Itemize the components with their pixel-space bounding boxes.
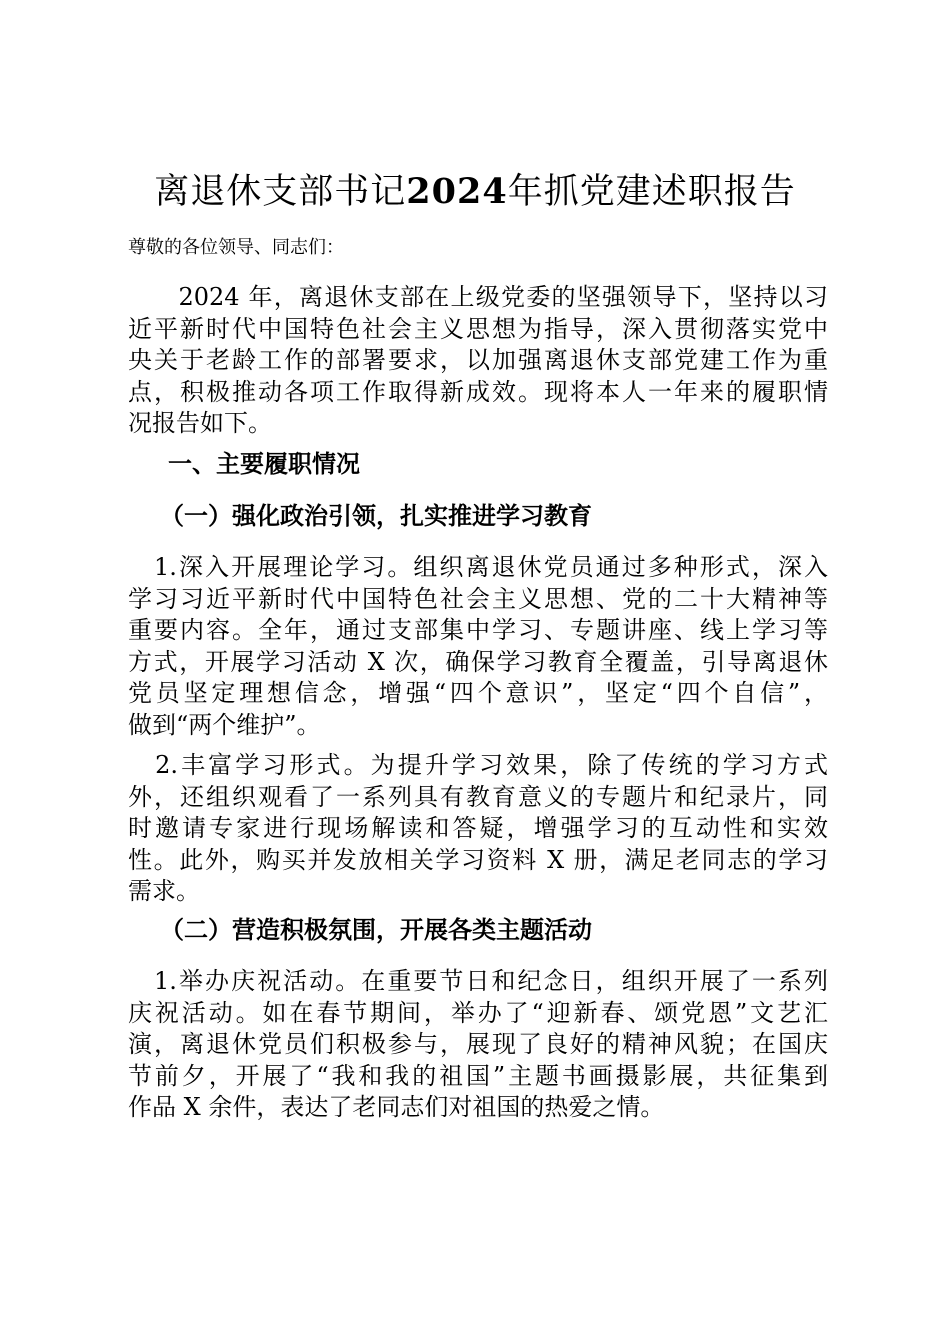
title-prefix: 离退休支部书记 (154, 172, 407, 212)
text-line: 庆祝活动。如在春节期间，举办了“迎新春、颂党恩”文艺汇 (128, 998, 828, 1027)
text-line: 演，离退休党员们积极参与，展现了良好的精神风貌；在国庆 (128, 1030, 828, 1058)
text-line: 2.丰富学习形式。为提升学习效果，除了传统的学习方式 (128, 751, 828, 779)
text-line: 需求。 (128, 877, 200, 905)
text-line: 重要内容。全年，通过支部集中学习、专题讲座、线上学习等 (128, 616, 828, 644)
text-line: 学习习近平新时代中国特色社会主义思想、党的二十大精神等 (128, 584, 828, 613)
text-line: 节前夕，开展了“我和我的祖国”主题书画摄影展，共征集到 (128, 1061, 828, 1090)
text-line: 1.举办庆祝活动。在重要节日和纪念日，组织开展了一系列 (128, 967, 828, 995)
text-line: 1.深入开展理论学习。组织离退休党员通过多种形式，深入 (128, 553, 828, 581)
text-line: 党员坚定理想信念，增强“四个意识”，坚定“四个自信”， (128, 679, 828, 707)
title-year: 2024 (406, 171, 508, 212)
text-line: 性。此外，购买并发放相关学习资料 X 册，满足老同志的学习 (128, 845, 828, 874)
text-line: 时邀请专家进行现场解读和答疑，增强学习的互动性和实效 (128, 814, 828, 842)
salutation: 尊敬的各位领导、同志们： (128, 237, 344, 258)
intro-paragraph (128, 282, 828, 440)
subsection-heading-2: （二）营造积极氛围，开展各类主题活动 (160, 916, 592, 944)
subsection-heading-1: （一）强化政治引领，扎实推进学习教育 (160, 502, 592, 530)
text-line: 2024 年，离退休支部在上级党委的坚强领导下，坚持以习 (128, 283, 828, 311)
text-line: 近平新时代中国特色社会主义思想为指导，深入贯彻落实党中 (128, 314, 828, 343)
text-line: 点，积极推动各项工作取得新成效。现将本人一年来的履职情 (128, 377, 828, 406)
paragraph-1 (128, 552, 828, 741)
paragraph-3 (128, 966, 828, 1124)
text-line: 做到“两个维护”。 (128, 710, 321, 739)
text-line: 外，还组织观看了一系列具有教育意义的专题片和纪录片，同 (128, 782, 828, 811)
paragraph-2 (128, 750, 828, 908)
title-suffix: 年抓党建述职报告 (507, 172, 796, 212)
document-title (0, 168, 950, 216)
text-line: 作品 X 余件，表达了老同志们对祖国的热爱之情。 (128, 1093, 665, 1121)
text-line: 况报告如下。 (128, 409, 272, 437)
text-line: 方式，开展学习活动 X 次，确保学习教育全覆盖，引导离退休 (128, 647, 828, 676)
text-line: 央关于老龄工作的部署要求，以加强离退休支部党建工作为重 (128, 346, 828, 374)
section-heading-1: 一、主要履职情况 (168, 450, 360, 478)
